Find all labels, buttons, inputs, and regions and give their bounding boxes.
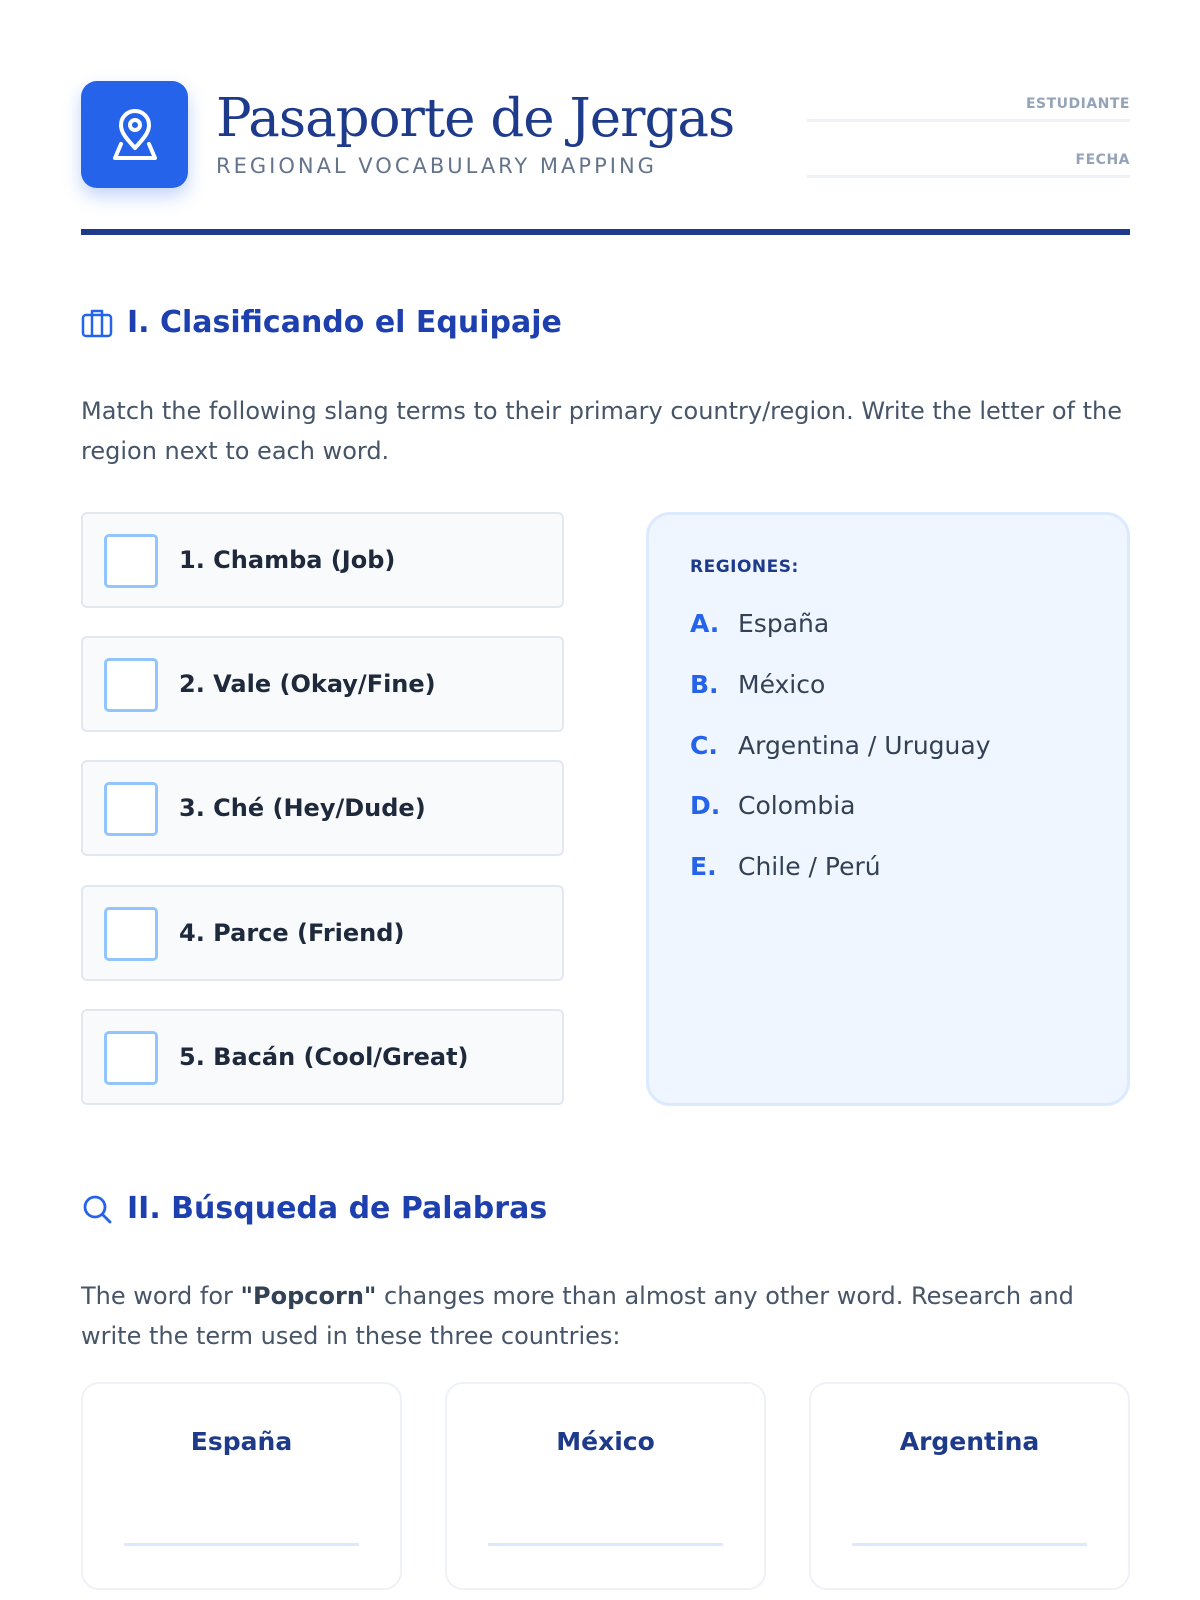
worksheet-header (81, 81, 1130, 235)
country-name: España (190, 1427, 293, 1456)
luggage-icon (81, 307, 113, 339)
instructions-text: The word for (81, 1282, 241, 1310)
term-card (81, 512, 564, 608)
term-label: 4. Parce (Friend) (179, 919, 405, 947)
header-divider (81, 229, 1130, 235)
region-item (690, 670, 825, 699)
instructions-bold: "Popcorn" (240, 1282, 377, 1310)
region-name: Argentina / Uruguay (738, 731, 991, 760)
section-2-title: II. Búsqueda de Palabras (127, 1191, 548, 1226)
term-card (81, 760, 564, 856)
region-name: España (738, 609, 830, 638)
term-card (81, 636, 564, 732)
regions-title: REGIONES: (690, 557, 799, 577)
answer-line[interactable] (124, 1543, 359, 1546)
section-2-heading (81, 1191, 547, 1226)
worksheet-page (81, 0, 1130, 1600)
term-label: 3. Ché (Hey/Dude) (179, 794, 426, 822)
answer-line[interactable] (488, 1543, 723, 1546)
term-label: 2. Vale (Okay/Fine) (179, 670, 436, 698)
region-letter: B. (690, 670, 719, 699)
answer-box[interactable] (104, 907, 158, 961)
term-card (81, 885, 564, 981)
regions-panel (646, 512, 1130, 1106)
section-2-instructions (81, 1276, 1130, 1356)
answer-box[interactable] (104, 658, 158, 712)
student-line[interactable] (807, 119, 1130, 122)
date-label: FECHA (1075, 152, 1130, 168)
date-field[interactable] (807, 147, 1130, 178)
search-icon (81, 1193, 113, 1225)
region-item (690, 609, 829, 638)
answer-box[interactable] (104, 1031, 158, 1085)
answer-box[interactable] (104, 534, 158, 588)
region-letter: E. (690, 852, 717, 881)
section-1-title: I. Clasificando el Equipaje (127, 305, 562, 340)
country-card (81, 1382, 402, 1590)
student-field[interactable] (807, 91, 1130, 122)
region-letter: D. (690, 791, 721, 820)
region-name: Chile / Perú (738, 852, 881, 881)
page-title: Pasaporte de Jergas (216, 88, 735, 149)
logo (81, 81, 188, 188)
term-label: 1. Chamba (Job) (179, 546, 396, 574)
student-label: ESTUDIANTE (1025, 96, 1130, 112)
answer-line[interactable] (852, 1543, 1087, 1546)
section-1-heading (81, 305, 562, 340)
map-pin-user-icon (110, 108, 160, 162)
region-name: México (738, 670, 826, 699)
term-card (81, 1009, 564, 1105)
region-item (690, 731, 991, 760)
region-letter: C. (690, 731, 718, 760)
country-name: Argentina (899, 1427, 1040, 1456)
region-name: Colombia (738, 791, 856, 820)
page-subtitle: REGIONAL VOCABULARY MAPPING (216, 154, 657, 178)
section-1-instructions: Match the following slang terms to their primary country/region. Write the letter of the region next to each word. (81, 397, 1123, 465)
country-card (445, 1382, 766, 1590)
date-line[interactable] (807, 175, 1130, 178)
country-name: México (556, 1427, 655, 1456)
instructions-text: changes more than almost any other word. Research and write the term used in these three countries: (81, 1282, 1074, 1350)
region-item (690, 852, 881, 881)
term-label: 5. Bacán (Cool/Great) (179, 1043, 469, 1071)
region-item (690, 791, 855, 820)
answer-box[interactable] (104, 782, 158, 836)
country-card (809, 1382, 1130, 1590)
region-letter: A. (690, 609, 720, 638)
